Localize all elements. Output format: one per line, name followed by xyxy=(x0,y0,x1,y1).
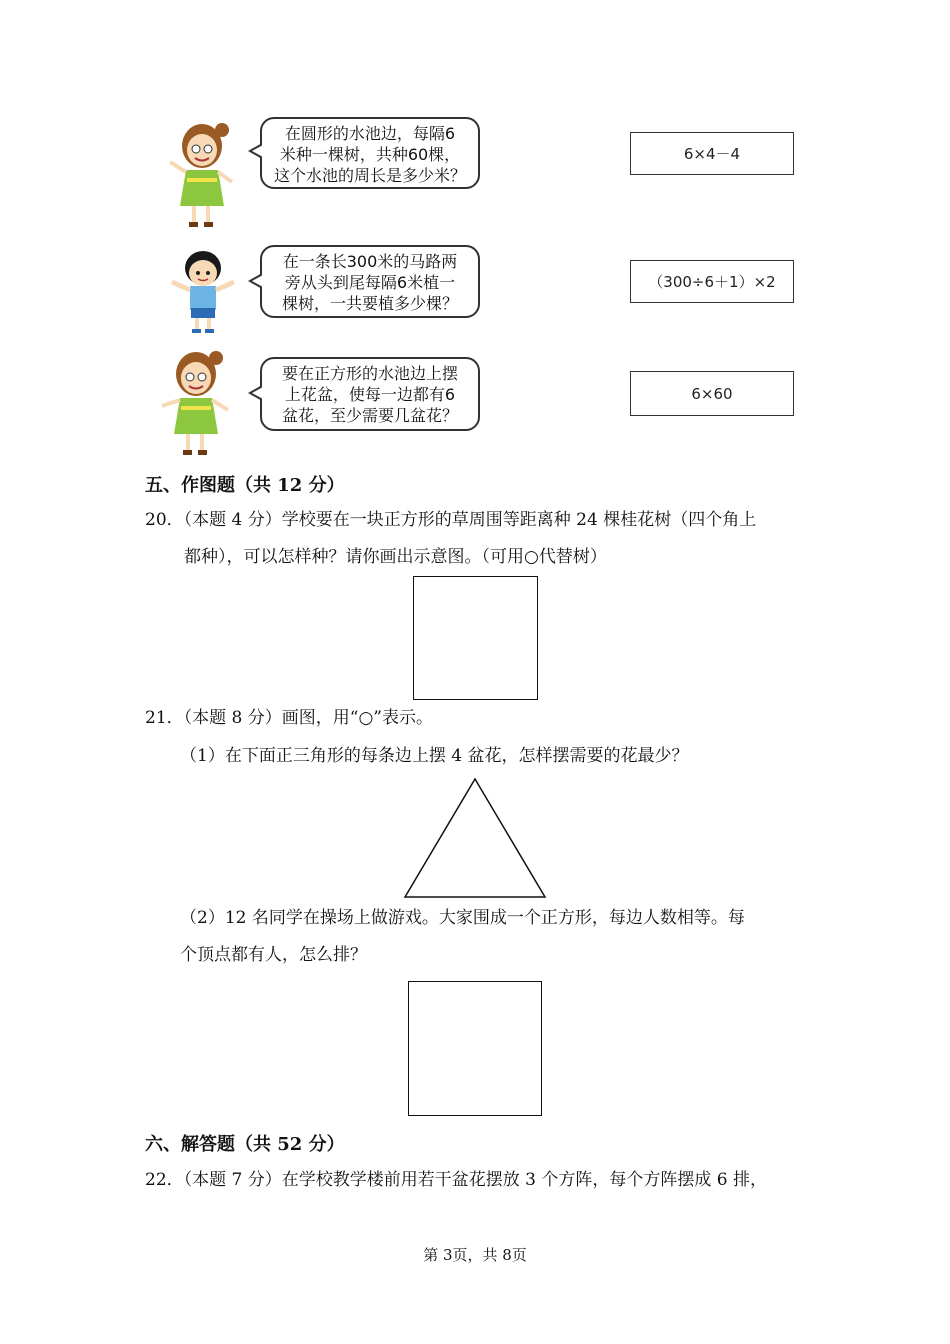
bubble-line: 上花盆，使每一边都有6 xyxy=(284,385,456,404)
bubble-line: 旁从头到尾每隔6米植一 xyxy=(284,273,456,292)
boy-illustration xyxy=(168,246,238,336)
question-21-line1: 21．（本题 8 分）画图，用“○”表示。 xyxy=(145,708,433,728)
bubble-line: 这个水池的周长是多少米？ xyxy=(273,166,466,185)
bubble-line: 米种一棵树，共种60棵， xyxy=(279,145,461,164)
speech-bubble-2 xyxy=(260,245,480,318)
bubble-line: 在一条长300米的马路两 xyxy=(282,252,458,271)
expression-box-2: （300÷6＋1）×2 xyxy=(630,260,794,303)
girl-illustration-2 xyxy=(154,344,236,462)
question-21-sub2-line2: 个顶点都有人，怎么排？ xyxy=(180,945,367,965)
drawing-square-q21[interactable] xyxy=(408,981,542,1116)
bubble-line: 在圆形的水池边，每隔6 xyxy=(284,124,456,143)
question-20-line2: 都种），可以怎样种？请你画出示意图。（可用○代替树） xyxy=(184,547,607,567)
bubble-line: 盆花，至少需要几盆花？ xyxy=(281,406,458,425)
question-20-line1: 20．（本题 4 分）学校要在一块正方形的草周围等距离种 24 棵桂花树（四个角上 xyxy=(145,510,757,530)
section-heading-5: 五、作图题（共 12 分） xyxy=(145,475,345,496)
expression-box-1: 6×4－4 xyxy=(630,132,794,175)
question-22-line1: 22．（本题 7 分）在学校教学楼前用若干盆花摆放 3 个方阵，每个方阵摆成 6 排， xyxy=(145,1170,768,1190)
girl-illustration-1 xyxy=(160,116,242,234)
section-heading-6: 六、解答题（共 52 分） xyxy=(145,1134,345,1155)
expression-box-3: 6×60 xyxy=(630,371,794,416)
speech-bubble-3 xyxy=(260,357,480,431)
question-21-sub2-line1: （2）12 名同学在操场上做游戏。大家围成一个正方形，每边人数相等。每 xyxy=(180,908,745,928)
question-21-sub1: （1）在下面正三角形的每条边上摆 4 盆花，怎样摆需要的花最少？ xyxy=(180,746,689,766)
bubble-line: 棵树，一共要植多少棵？ xyxy=(281,294,458,313)
speech-bubble-1 xyxy=(260,117,480,189)
page-footer: 第 3页，共 8页 xyxy=(423,1246,527,1264)
bubble-line: 要在正方形的水池边上摆 xyxy=(281,364,458,383)
drawing-triangle-q21[interactable] xyxy=(402,776,548,900)
drawing-square-q20[interactable] xyxy=(413,576,538,700)
